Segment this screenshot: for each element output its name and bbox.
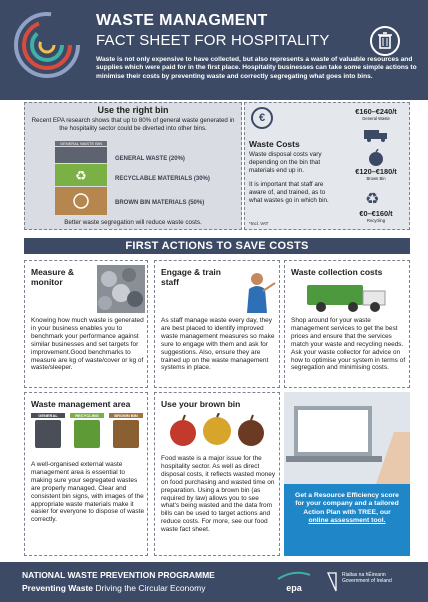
svg-text:♻: ♻	[75, 169, 87, 184]
footer-programme: NATIONAL WASTE PREVENTION PROGRAMME	[22, 570, 215, 580]
use-right-bin-panel	[24, 102, 242, 230]
card-collection-body: Shop around for your waste management services to get the best prices and ensure that the services match your waste and recycling needs. Ask your waste collector for advice on how to optimise your system in terms of segregation and minimising costs.	[291, 317, 406, 372]
card-measure-title: Measure & monitor	[31, 267, 74, 287]
cost-recycling-label: Recycling	[366, 218, 386, 223]
tree-line2: for your company and a tailored	[295, 500, 399, 508]
card-measure-body: Knowing how much waste is generated in your business enables you to benchmark your performance against similar businesses and set targets for improvement.Good benchmarks to measure are kg of waste/cover or kg of waste/sleeper.	[31, 317, 144, 372]
card-brown-bin	[154, 392, 280, 556]
use-right-bin-text: Recent EPA research shows that up to 80% of general waste generated in the hospitality sector could be diverted into other bins.	[31, 117, 235, 132]
brown-bin-label: BROWN BIN MATERIALS (50%)	[115, 200, 205, 206]
apple-icon	[364, 149, 388, 167]
general-waste-layer	[55, 147, 107, 163]
waste-costs-panel	[244, 102, 410, 230]
epa-text: epa	[286, 583, 302, 593]
card-measure	[24, 260, 148, 388]
stack-label: GENERAL WASTE BIN	[55, 141, 107, 146]
recycle-icon	[55, 164, 107, 186]
general-waste-label: GENERAL WASTE (20%)	[115, 156, 185, 162]
recyclable-layer	[55, 164, 107, 186]
cost-general-value: €160–€240/t	[355, 107, 397, 116]
tree-assessment-link[interactable]: online assessment tool.	[308, 517, 386, 525]
rotten-apples-image	[165, 413, 271, 449]
bin-brown-label: BROWN BIN	[109, 413, 143, 418]
first-actions-banner: FIRST ACTIONS TO SAVE COSTS	[24, 238, 410, 254]
card-area-title: Waste management area	[31, 399, 131, 409]
card-brown-bin-title: Use your brown bin	[161, 399, 241, 409]
bin-stack	[55, 141, 107, 216]
recycling-icon: ♻	[365, 189, 380, 208]
government-logo	[342, 572, 392, 584]
euro-icon: €	[251, 107, 273, 129]
card-engage-body: As staff manage waste every day, they are best placed to identify improved waste management measures so make sure to engage with them and ask for suggestions. Also, ensure they are trained up on the waste management systems in place.	[161, 317, 275, 372]
bin-general-label: GENERAL	[31, 413, 65, 418]
circular-economy-logo	[12, 10, 82, 80]
card-area	[24, 392, 148, 556]
food-icon	[55, 187, 107, 215]
segregation-note: Better waste segregation will reduce waste costs.	[64, 219, 202, 226]
cost-general-label: General Waste	[362, 116, 390, 121]
page-subtitle: FACT SHEET FOR HOSPITALITY	[96, 32, 330, 49]
gov-irish: Rialtas na hÉireann	[342, 572, 386, 578]
cost-general	[345, 107, 407, 121]
recyclable-label: RECYCLABLE MATERIALS (30%)	[115, 176, 210, 182]
brown-bin-layer	[55, 187, 107, 215]
tree-line3: Action Plan with TREE, our	[303, 508, 391, 516]
truck-icon	[363, 127, 389, 143]
card-area-body: A well-organised external waste management area is essential to making sure your segregated wastes are properly managed. Clear and consistent bin signs, with images of the appropriate waste materials make it easier for everyone to dispose of waste correctly.	[31, 461, 145, 524]
bin-recycling-label: RECYCLING	[70, 413, 104, 418]
use-right-bin-heading: Use the right bin	[97, 105, 169, 115]
footer-banner	[0, 562, 428, 602]
cost-brown	[345, 167, 407, 181]
card-collection	[284, 260, 410, 388]
cost-brown-value: €120–€180/t	[355, 167, 397, 176]
card-brown-bin-body: Food waste is a major issue for the hospitality sector. As well as direct disposal costs, it reflects wasted money on food purchasing and wasted time on preparation. Using a brown bin (as required by law) allows you to see what's being wasted and the data from bills can be used to target actions and reduce costs. For more, see our food waste fact sheet.	[161, 455, 276, 534]
cost-recycling	[345, 209, 407, 223]
waste-pile-image	[97, 265, 145, 313]
bin-lorry-image	[305, 279, 391, 313]
waste-costs-text1: Waste disposal costs vary depending on the bin that materials end up in.	[249, 151, 322, 174]
epa-logo	[274, 569, 314, 593]
bin-recycling	[70, 413, 104, 448]
footer-tagline-rest: Driving the Circular Economy	[93, 583, 206, 593]
bin-general	[31, 413, 65, 448]
presenter-image	[239, 269, 277, 313]
intro-text: Waste is not only expensive to have collected, but also represents a waste of valuable resources and supplies which were paid for in the first place. Hospitality businesses can take some simple actions to minimise their costs by preventing waste and correctly segregating what goes into bins.	[96, 56, 417, 80]
tree-promo	[290, 492, 404, 526]
card-collection-title: Waste collection costs	[291, 267, 383, 277]
card-tree	[284, 392, 410, 556]
harp-icon	[326, 571, 338, 593]
cost-brown-label: Brown Bin	[366, 176, 386, 181]
wheelie-bins-image	[31, 413, 143, 451]
page-title: WASTE MANAGMENT	[96, 12, 268, 29]
bin-icon	[370, 26, 400, 56]
card-engage	[154, 260, 280, 388]
laptop-image	[284, 392, 410, 484]
footer-tagline-bold: Preventing Waste	[22, 583, 94, 593]
bin-brown	[109, 413, 143, 448]
cost-recycling-value: €0–€160/t	[359, 209, 393, 218]
waste-costs-heading: Waste Costs	[249, 139, 300, 149]
vat-note: *Incl. VAT	[249, 221, 269, 226]
gov-english: Government of Ireland	[342, 578, 392, 584]
waste-costs-text2: It is important that staff are aware of, and trained, as to what wastes go in which bin.	[249, 181, 329, 204]
tree-line1: Get a Resource Efficiency score	[295, 492, 399, 499]
card-engage-title: Engage & train staff	[161, 267, 221, 287]
epa-swoosh-icon	[274, 569, 314, 581]
footer-tagline	[22, 583, 205, 593]
header-banner	[0, 0, 428, 100]
